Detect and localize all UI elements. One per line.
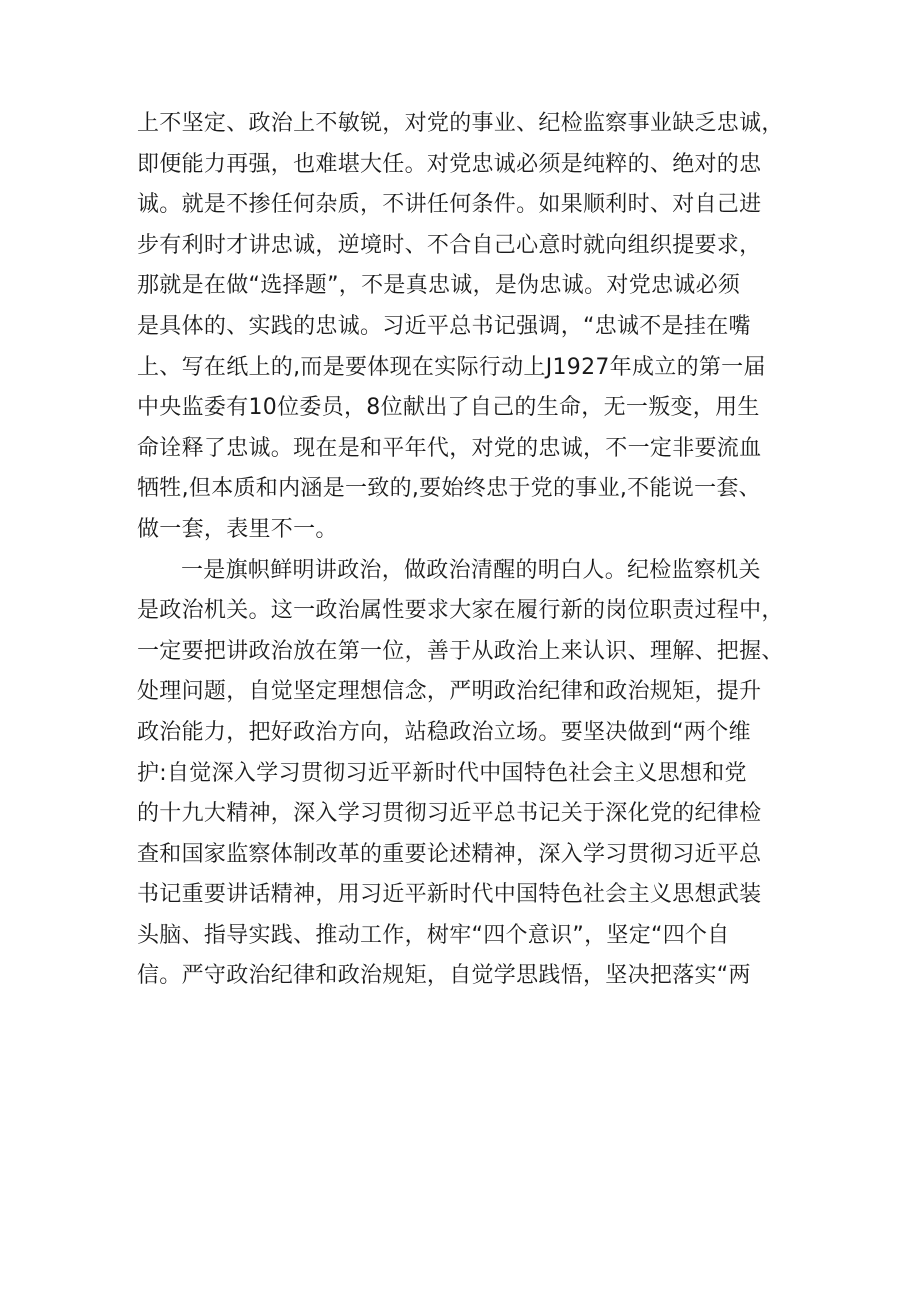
text-line: 政治能力，把好政治方向，站稳政治立场。要坚决做到“两个维: [137, 719, 751, 745]
text-line: 做一套，表里不一。: [137, 516, 338, 542]
text-line: 诚。就是不掺任何杂质，不讲任何条件。如果顺利时、对自己进: [137, 192, 762, 218]
text-line: 处理问题，自觉坚定理想信念，严明政治纪律和政治规矩，提升: [137, 679, 762, 705]
text-line: 即便能力再强，也难堪大任。对党忠诚必须是纯粹的、绝对的忠: [137, 151, 762, 177]
text-line: 书记重要讲话精神，用习近平新时代中国特色社会主义思想武装: [137, 882, 762, 908]
text-line: 是具体的、实践的忠诚。习近平总书记强调，“忠诚不是挂在嘴: [137, 313, 751, 339]
text-line: 信。严守政治纪律和政治规矩，自觉学思践悟，坚决把落实“两: [137, 963, 751, 989]
text-line-indented: 一是旗帜鲜明讲政治，做政治清醒的明白人。纪检监察机关: [181, 557, 761, 583]
text-line: 的十九大精神，深入学习贯彻习近平总书记关于深化党的纪律检: [137, 801, 762, 827]
text-line: 步有利时才讲忠诚，逆境时、不合自己心意时就向组织提要求，: [137, 232, 762, 258]
text-line: 上、写在纸上的,而是要体现在实际行动上J1927年成立的第一届: [137, 354, 766, 380]
text-line: 那就是在做“选择题”，不是真忠诚，是伪忠诚。对党忠诚必须: [137, 273, 741, 299]
text-line: 头脑、指导实践、推动工作，树牢“四个意识”，坚定“四个自: [137, 922, 730, 948]
text-line: 中央监委有10位委员，8位献出了自己的生命，无一叛变，用生: [137, 395, 760, 421]
text-line: 命诠释了忠诚。现在是和平年代，对党的忠诚，不一定非要流血: [137, 435, 762, 461]
text-line: 牺牲,但本质和内涵是一致的,要始终忠于党的事业,不能说一套、: [137, 476, 761, 502]
text-line: 一定要把讲政治放在第一位，善于从政治上来认识、理解、把握、: [137, 638, 784, 664]
text-line: 护:自觉深入学习贯彻习近平新时代中国特色社会主义思想和党: [137, 760, 747, 786]
text-line: 上不坚定、政治上不敏锐，对党的事业、纪检监察事业缺乏忠诚，: [137, 111, 784, 136]
text-line: 是政治机关。这一政治属性要求大家在履行新的岗位职责过程中，: [137, 598, 784, 624]
text-line: 查和国家监察体制改革的重要论述精神，深入学习贯彻习近平总: [137, 841, 762, 867]
paragraph-politics: [137, 551, 817, 998]
document-body: [137, 104, 817, 997]
paragraph-loyalty: [137, 104, 817, 551]
